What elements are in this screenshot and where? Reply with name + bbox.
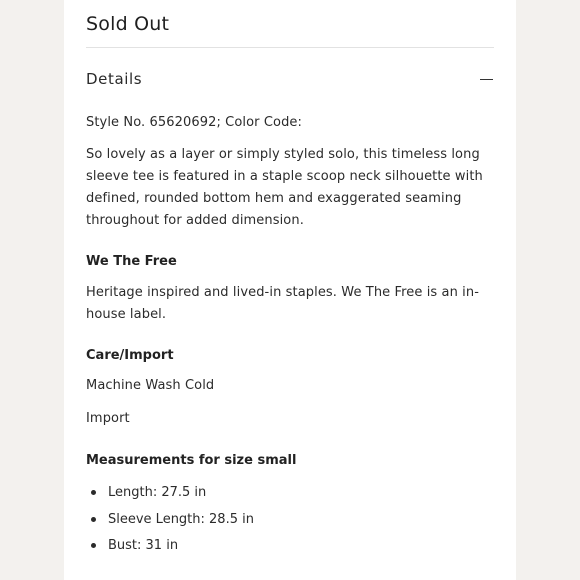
bullet-icon	[91, 490, 96, 495]
care-item: Import	[86, 411, 130, 426]
measurement-item	[86, 482, 254, 509]
brand-description: Heritage inspired and lived-in staples. We The Free is an in-house label.	[86, 285, 480, 322]
measurement-item	[86, 535, 254, 562]
measurement-item	[86, 509, 254, 536]
style-number: Style No. 65620692; Color Code:	[86, 115, 303, 130]
measurement-text: Length: 27.5 in	[108, 485, 207, 500]
details-accordion-header[interactable]	[86, 64, 494, 96]
brand-heading: We The Free	[86, 254, 177, 269]
measurements-list	[86, 482, 254, 562]
measurement-text: Bust: 31 in	[108, 538, 179, 553]
measurements-heading: Measurements for size small	[86, 453, 297, 468]
bullet-icon	[91, 517, 96, 522]
bullet-icon	[91, 543, 96, 548]
measurement-text: Sleeve Length: 28.5 in	[108, 511, 254, 527]
minus-icon[interactable]	[480, 79, 493, 80]
divider	[86, 47, 494, 48]
details-title: Details	[86, 70, 143, 88]
product-description: So lovely as a layer or simply styled solo, this timeless long sleeve tee is featured in a staple scoop neck silhouette with defined, rounded bottom hem and exaggerated seaming throughout for added dimension.	[86, 147, 483, 228]
sold-out-label: Sold Out	[86, 13, 170, 35]
care-heading: Care/Import	[86, 348, 174, 363]
care-item: Machine Wash Cold	[86, 378, 215, 393]
